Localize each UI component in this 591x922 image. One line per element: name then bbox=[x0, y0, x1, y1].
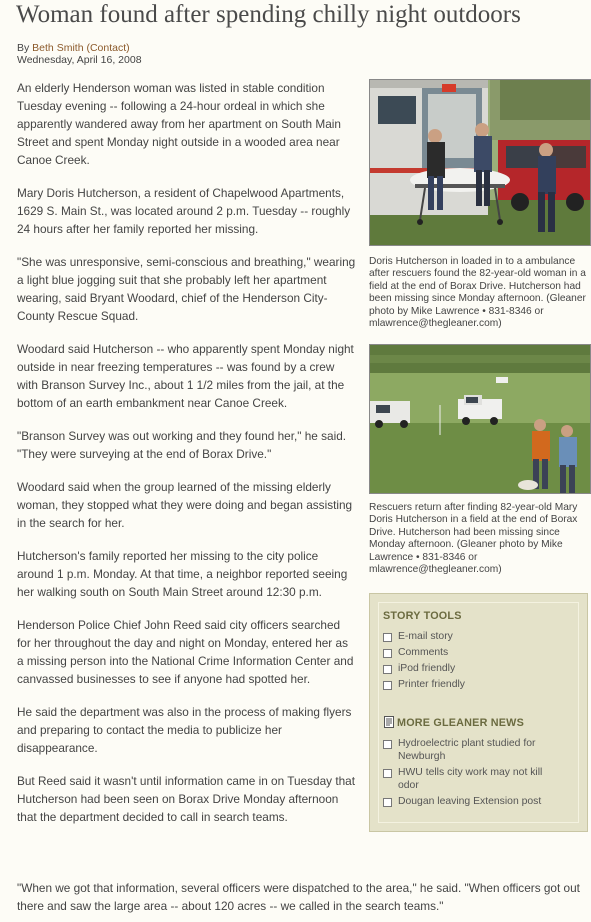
paragraph: Henderson Police Chief John Reed said city officers searched for her throughout the day and night on Monday, entered her as a missing person into the National Crime Information Center and canvassed businesses to see if anyone had spotted her. bbox=[17, 618, 354, 686]
paragraph: Woodard said Hutcherson -- who apparently spent Monday night outside in near freezing temperatures -- was found by a crew with Branson Survey Inc., about 1 1/2 miles from the jail, at the bottom of an earth embankment near Canoe Creek. bbox=[17, 342, 354, 410]
paragraph: "Branson Survey was out working and they found her," he said. "They were surveying at the end of Borax Drive." bbox=[17, 429, 347, 461]
article-body bbox=[17, 79, 357, 841]
checkbox-bullet-icon bbox=[383, 633, 392, 642]
paragraph: "She was unresponsive, semi-conscious and breathing," wearing a light blue jogging suit that she probably left her apartment wearing, said Bryant Woodard, chief of the Henderson City-County Rescue Squad. bbox=[17, 255, 356, 323]
news-label: Hydroelectric plant studied for Newburgh bbox=[398, 738, 536, 762]
field-photo-art bbox=[370, 345, 591, 494]
news-label: HWU tells city work may not kill odor bbox=[398, 767, 543, 791]
checkbox-bullet-icon bbox=[383, 740, 392, 749]
news-link[interactable] bbox=[383, 795, 563, 808]
more-news-list bbox=[383, 737, 563, 811]
checkbox-bullet-icon bbox=[383, 769, 392, 778]
paragraph: Hutcherson's family reported her missing to the city police around 1 p.m. Monday. At that time, a neighbor reported seeing her walking south on South Main Street around 12:30 p.m. bbox=[17, 549, 348, 599]
ambulance-photo[interactable] bbox=[369, 79, 591, 246]
author-link[interactable]: Beth Smith (Contact) bbox=[32, 42, 130, 54]
field-photo-caption: Rescuers return after finding 82-year-old Mary Doris Hutcherson in a field at the end of Borax Drive. Hutcherson had been missing since Monday afternoon. (Gleaner photo by Mike Lawrence • 831-8346 or mlawrence@thegleaner.com) bbox=[369, 502, 578, 576]
ambulance-photo-art bbox=[370, 80, 591, 246]
story-tools-list bbox=[383, 630, 465, 694]
byline-prefix: By bbox=[17, 42, 33, 54]
story-tools-panel bbox=[369, 593, 588, 832]
ambulance-photo-caption: Doris Hutcherson in loaded in to a ambulance after rescuers found the 82-year-old woman in a field at the end of Borax Drive. Hutcherson had been missing since Monday afternoon. (Gleaner photo by Mike Lawrence • 831-8346 or mlawrence@thegleaner.com) bbox=[369, 256, 586, 330]
paragraph: But Reed said it wasn't until information came in on Tuesday that Hutcherson had been seen on Borax Drive Monday afternoon that the department decided to call in search teams. bbox=[17, 774, 355, 824]
tool-label: E-mail story bbox=[398, 631, 453, 642]
checkbox-bullet-icon bbox=[383, 681, 392, 690]
paragraph: He said the department was also in the process of making flyers and preparing to contact the media to publicize her disappearance. bbox=[17, 705, 352, 755]
tool-label: Printer friendly bbox=[398, 679, 465, 690]
paragraph: An elderly Henderson woman was listed in stable condition Tuesday evening -- following a 24-hour ordeal in which she apparently wandered away from her apartment on South Main Street and spent Monday night outside in a wooded area near Canoe Creek. bbox=[17, 81, 341, 167]
paragraph: Mary Doris Hutcherson, a resident of Chapelwood Apartments, 1629 S. Main St., was located around 2 p.m. Tuesday -- roughly 24 hours after her family reported her missing. bbox=[17, 186, 351, 236]
paragraph-last: "When we got that information, several officers were dispatched to the area," he said. "When officers got out there and saw the large area -- about 120 acres -- we called in the search teams." bbox=[17, 881, 580, 913]
publish-date: Wednesday, April 16, 2008 bbox=[17, 54, 142, 66]
story-tools-title: STORY TOOLS bbox=[383, 610, 462, 622]
document-icon bbox=[384, 716, 394, 728]
ipod-friendly-link[interactable] bbox=[383, 662, 465, 675]
news-link[interactable] bbox=[383, 737, 563, 763]
byline bbox=[17, 42, 130, 54]
comments-link[interactable] bbox=[383, 646, 465, 659]
article-headline: Woman found after spending chilly night outdoors bbox=[16, 1, 521, 28]
news-link[interactable] bbox=[383, 766, 563, 792]
more-news-title: MORE GLEANER NEWS bbox=[397, 717, 524, 729]
tool-label: iPod friendly bbox=[398, 663, 456, 674]
printer-friendly-link[interactable] bbox=[383, 678, 465, 691]
checkbox-bullet-icon bbox=[383, 798, 392, 807]
checkbox-bullet-icon bbox=[383, 649, 392, 658]
tool-label: Comments bbox=[398, 647, 449, 658]
news-label: Dougan leaving Extension post bbox=[398, 796, 542, 807]
checkbox-bullet-icon bbox=[383, 665, 392, 674]
field-photo[interactable] bbox=[369, 344, 591, 494]
email-story-link[interactable] bbox=[383, 630, 465, 643]
paragraph: Woodard said when the group learned of the missing elderly woman, they stopped what they were doing and began assisting in the search for her. bbox=[17, 480, 353, 530]
